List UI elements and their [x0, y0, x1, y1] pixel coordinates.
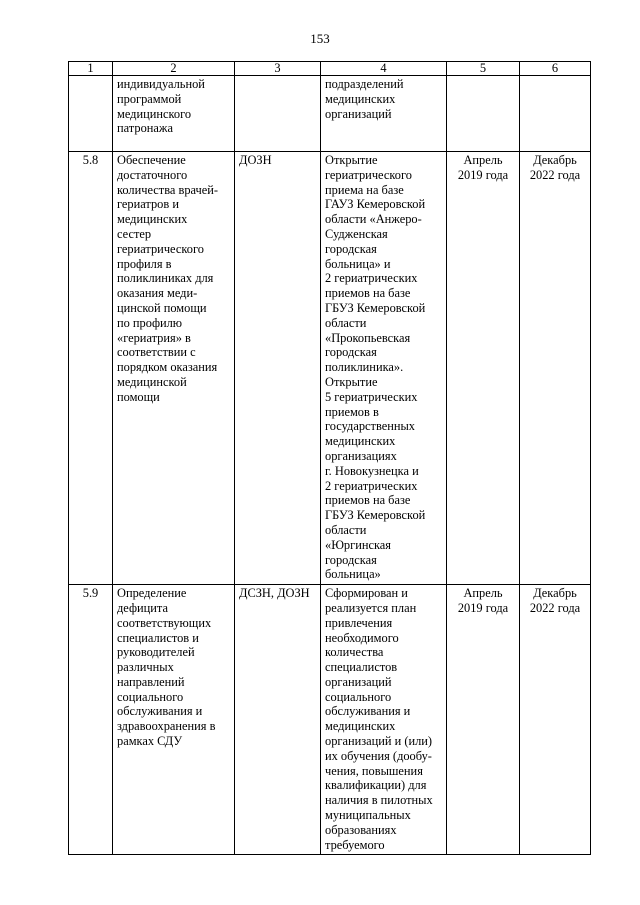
table-header-row — [69, 62, 591, 76]
cell-num — [69, 76, 113, 152]
cell-activity: Определение дефицита соответствующих специалистов и руководителей различных направлений социального обслуживания и здравоохранения в рамках СДУ — [113, 585, 235, 855]
cell-result: Сформирован и реализуется план привлечения необходимого количества специалистов организаций социального обслуживания и медицинских организаций и (или) их обучения (дообу- чения, повышения квалификации) для наличия в пилотных муниципальных образованиях требуемого — [321, 585, 447, 855]
table-row — [69, 585, 591, 855]
cell-start — [447, 76, 520, 152]
cell-activity: индивидуальной программой медицинского патронажа — [113, 76, 235, 152]
cell-start: Апрель 2019 года — [447, 585, 520, 855]
header-col-6: 6 — [520, 62, 591, 76]
cell-num: 5.8 — [69, 152, 113, 585]
cell-result: подразделений медицинских организаций — [321, 76, 447, 152]
page-number: 153 — [310, 31, 330, 46]
table-row-continuation — [69, 76, 591, 152]
cell-responsible: ДОЗН — [235, 152, 321, 585]
header-col-4: 4 — [321, 62, 447, 76]
cell-num: 5.9 — [69, 585, 113, 855]
cell-end — [520, 76, 591, 152]
table-row — [69, 152, 591, 585]
cell-result: Открытие гериатрического приема на базе ГАУЗ Кемеровской области «Анжеро- Судженская городская больница» и 2 гериатрических приемов на базе ГБУЗ Кемеровской области «Прокопьевская городская поликлиника». Открытие 5 гериатрических приемов в государственных медицинских организациях г. Новокузнецка и 2 гериатрических приемов на базе ГБУЗ Кемеровской области «Юргинская городская больница» — [321, 152, 447, 585]
header-col-5: 5 — [447, 62, 520, 76]
header-col-1: 1 — [69, 62, 113, 76]
cell-end: Декабрь 2022 года — [520, 585, 591, 855]
header-col-2: 2 — [113, 62, 235, 76]
cell-end: Декабрь 2022 года — [520, 152, 591, 585]
cell-start: Апрель 2019 года — [447, 152, 520, 585]
plan-table — [68, 61, 591, 855]
cell-responsible: ДСЗН, ДОЗН — [235, 585, 321, 855]
cell-activity: Обеспечение достаточного количества врачей- гериатров и медицинских сестер гериатрического профиля в поликлиниках для оказания меди- цинской помощи по профилю «гериатрия» в соответствии с порядком оказания медицинской помощи — [113, 152, 235, 585]
cell-responsible — [235, 76, 321, 152]
header-col-3: 3 — [235, 62, 321, 76]
